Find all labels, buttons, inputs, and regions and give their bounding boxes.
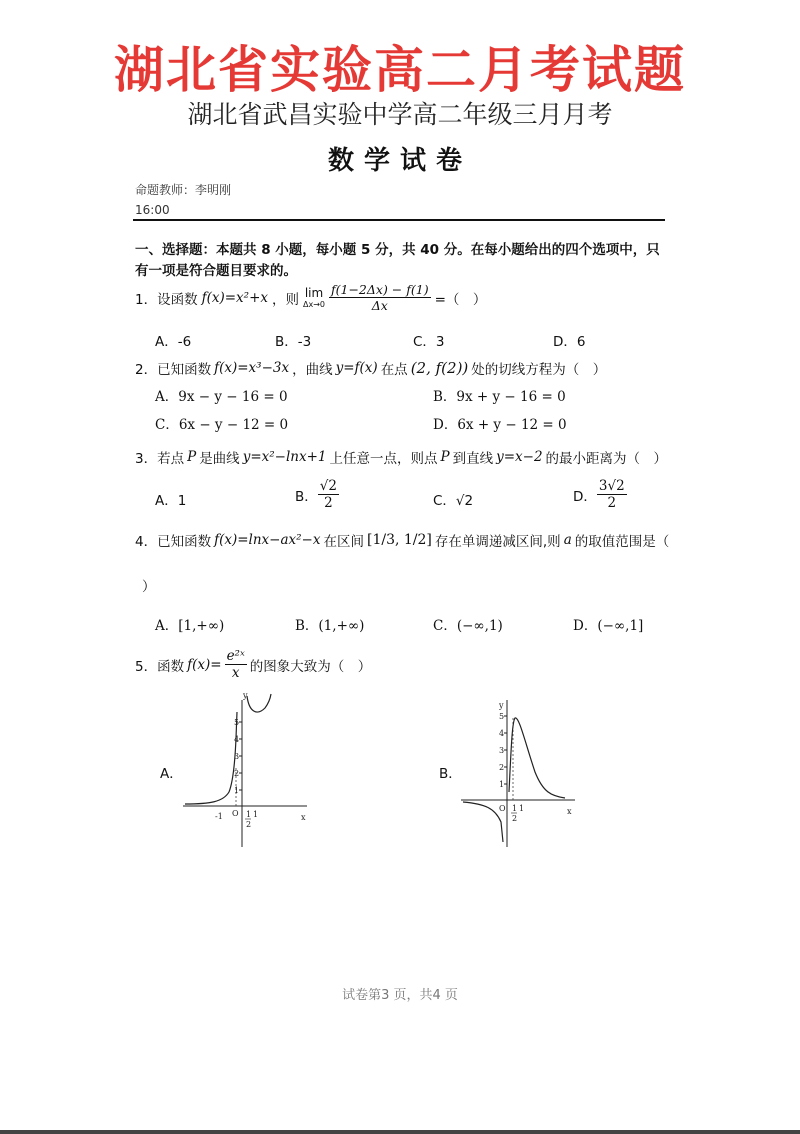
bottom-border — [0, 1130, 800, 1134]
q3-option-c: C．√2 — [433, 493, 474, 509]
time-line: 16:00 — [135, 203, 170, 217]
graph-b-half-num: 1 — [512, 804, 518, 813]
q3-mid: 是曲线 — [199, 451, 240, 467]
q3-point-p: P — [187, 449, 197, 465]
graph-b-ytick-1: 1 — [499, 780, 505, 789]
q3-tail: 的最小距离为（ ） — [545, 451, 668, 467]
q5-function: f(x)= — [187, 656, 222, 673]
q3-option-a: A．1 — [155, 493, 187, 509]
graph-a-tick-1: 1 — [253, 810, 259, 819]
q1-mid: ，则 — [272, 291, 299, 308]
graph-a — [175, 692, 315, 852]
q2-curve: y=f(x) — [335, 360, 378, 376]
q2-mid: ，曲线 — [292, 362, 333, 378]
question-3 — [135, 447, 667, 467]
teacher-line: 命题教师：李明刚 — [135, 183, 232, 197]
exam-name: 数学试卷 — [327, 146, 472, 176]
graph-a-curve-right — [247, 694, 271, 712]
q1-option-b: B．-3 — [275, 334, 312, 350]
graph-a-origin: O — [232, 809, 239, 818]
q1-option-d: D．6 — [553, 334, 586, 350]
q3-line: y=x−2 — [496, 449, 543, 465]
q3-option-b: B． $\frac{√2}{2}$ — [295, 478, 337, 512]
graph-a-half-den: 2 — [246, 820, 252, 829]
q1-function: f(x)=x²+x — [201, 289, 268, 306]
page-footer: 试卷第3 页，共4 页 — [342, 988, 458, 1003]
q3-prefix: 3．若点 — [135, 451, 185, 467]
graph-a-x-label: x — [301, 813, 306, 822]
graph-a-half-num: 1 — [246, 810, 252, 819]
q5-prefix: 5．函数 — [135, 658, 185, 675]
graph-b-half-den: 2 — [512, 814, 518, 823]
graph-b-ytick-4: 4 — [499, 729, 505, 738]
q1-tail: =（ ） — [434, 291, 487, 308]
q4-option-b: B．(1,+∞) — [295, 618, 365, 634]
graph-a-curve-left — [185, 712, 240, 804]
graph-a-ytick-3: 3 — [234, 752, 240, 761]
q2-point: (2, f(2)) — [410, 359, 469, 377]
q4-option-a: A．[1,+∞) — [155, 618, 225, 634]
q2-mid2: 在点 — [380, 362, 408, 378]
q5-tail: 的图象大致为（ ） — [249, 658, 372, 675]
q4-close-paren: ） — [142, 579, 156, 595]
graph-a-ytick-5: 5 — [234, 718, 240, 727]
graph-b-curve-left — [463, 802, 503, 842]
q4-interval: [1/3, 1/2] — [367, 532, 432, 548]
graph-b-tick-1: 1 — [519, 804, 525, 813]
q1-prefix: 1．设函数 — [135, 291, 198, 308]
graph-b-origin: O — [499, 804, 506, 813]
q1-option-c: C．3 — [413, 334, 445, 350]
graph-a-label: A． — [160, 766, 183, 782]
q2-option-c: C．6x − y − 12 = 0 — [155, 417, 289, 433]
graph-b-ytick-5: 5 — [499, 712, 505, 721]
q1-fraction: $\frac{f(1-2\Delta x) - f(1)}{\Delta x}$ — [331, 282, 429, 313]
q4-tail: 存在单调递减区间,则 — [434, 534, 561, 550]
graph-b-y-label: y — [499, 701, 504, 710]
q2-option-d: D．6x + y − 12 = 0 — [433, 417, 567, 433]
graph-b-curve-right — [509, 718, 565, 798]
school-exam-subtitle: 湖北省武昌实验中学高二年级三月月考 — [187, 100, 613, 129]
q5-fraction: $\frac{\text{e²ˣ}}{x}$ — [226, 648, 245, 682]
q4-param-a: a — [563, 532, 572, 548]
q2-option-b: B．9x + y − 16 = 0 — [433, 389, 566, 405]
q4-prefix: 4．已知函数 — [135, 534, 212, 550]
q1-option-a: A．-6 — [155, 334, 192, 350]
graph-b-ytick-2: 2 — [499, 763, 505, 772]
graph-a-ytick-4: 4 — [234, 735, 240, 744]
q2-tail: 处的切线方程为（ ） — [471, 362, 607, 378]
q3-mid3: 到直线 — [452, 451, 494, 467]
q2-prefix: 2．已知函数 — [135, 362, 212, 378]
q3-option-d: D． $\frac{3√2}{2}$ — [573, 478, 625, 512]
graph-a-ytick-1: 1 — [234, 786, 240, 795]
section-heading: 一、选择题：本题共 8 小题，每小题 5 分，共 40 分。在每小题给出的四个选项中，只有一项是符合题目要求的。 — [135, 242, 660, 279]
q3-curve: y=x²−lnx+1 — [242, 449, 327, 465]
q3-point-p2: P — [440, 449, 450, 465]
graph-a-y-label: y — [243, 692, 248, 700]
graph-b-ytick-3: 3 — [499, 746, 505, 755]
graph-b-label: B． — [439, 766, 462, 782]
q2-function: f(x)=x³−3x — [214, 360, 290, 376]
header-rule — [133, 219, 665, 221]
q2-option-a: A．9x − y − 16 = 0 — [155, 389, 288, 405]
question-1 — [135, 282, 486, 313]
graph-b — [455, 692, 585, 852]
question-5 — [135, 648, 371, 681]
question-2 — [135, 358, 606, 378]
q4-mid: 在区间 — [323, 534, 364, 550]
q4-option-d: D．(−∞,1] — [573, 618, 644, 634]
graph-b-x-label: x — [567, 807, 572, 816]
q1-limit: lim Δx→0 — [303, 285, 325, 309]
q4-function: f(x)=lnx−ax²−x — [214, 532, 321, 548]
banner-title: 湖北省实验高二月考试题 — [114, 41, 686, 99]
question-4 — [135, 530, 669, 550]
q4-tail2: 的取值范围是（ — [574, 534, 670, 550]
graph-a-tick-neg1: -1 — [215, 812, 223, 821]
q4-option-c: C．(−∞,1) — [433, 618, 503, 634]
graph-a-ytick-2: 2 — [234, 769, 240, 778]
q3-mid2: 上任意一点，则点 — [329, 451, 438, 467]
